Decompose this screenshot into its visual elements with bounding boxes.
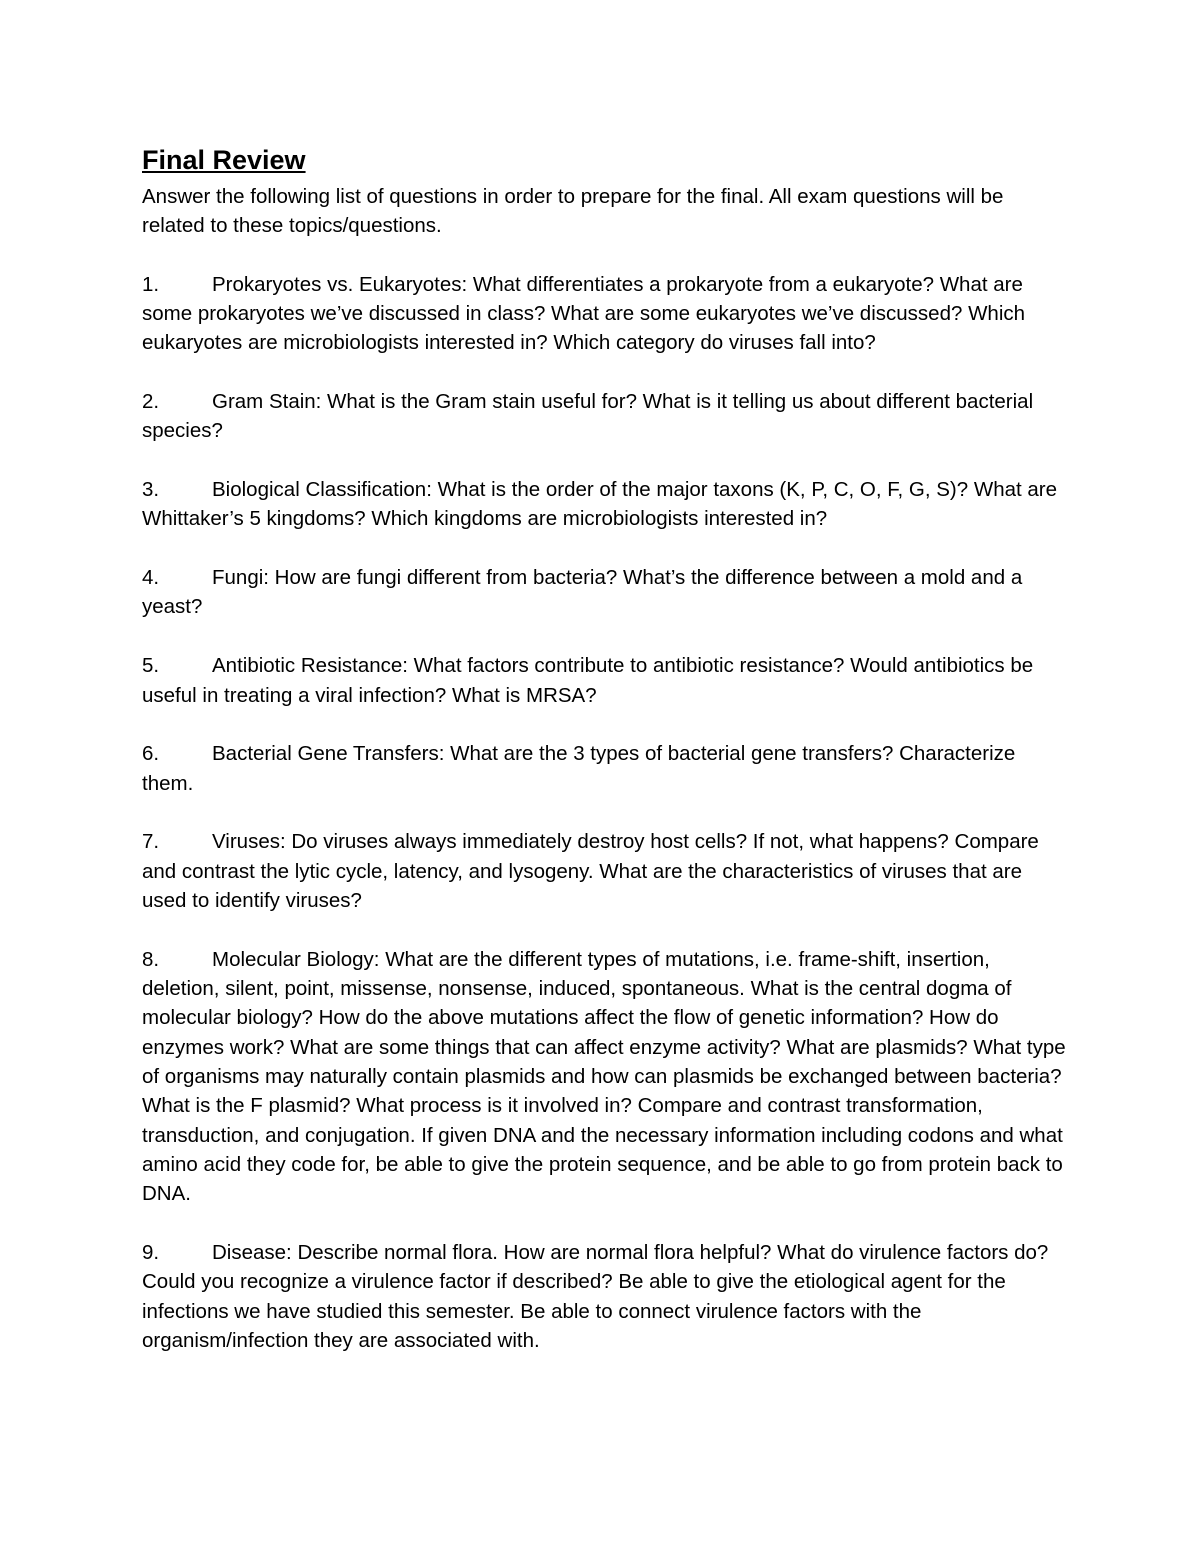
question-text: Bacterial Gene Transfers: What are the 3 types of bacterial gene transfers? Characterize them. xyxy=(142,742,1016,795)
question-item xyxy=(142,827,1067,915)
question-item xyxy=(142,270,1067,358)
intro-paragraph: Answer the following list of questions in order to prepare for the final. All exam questions will be related to these topics/questions. xyxy=(142,185,1004,238)
question-text: Antibiotic Resistance: What factors contribute to antibiotic resistance? Would antibiotics be useful in treating a viral infection? What is MRSA? xyxy=(142,654,1034,707)
question-item xyxy=(142,563,1067,622)
question-item xyxy=(142,1238,1067,1355)
question-text: Molecular Biology: What are the different types of mutations, i.e. frame-shift, insertion, deletion, silent, point, missense, nonsense, induced, spontaneous. What is the central dogma of molecular biology? How do the above mutations affect the flow of genetic information? How do enzymes work? What are some things that can affect enzyme activity? What are plasmids? What type of organisms may naturally contain plasmids and how can plasmids be exchanged between bacteria? What is the F plasmid? What process is it involved in? Compare and contrast transformation, transduction, and conjugation. If given DNA and the necessary information including codons and what amino acid they code for, be able to give the protein sequence, and be able to go from protein back to DNA. xyxy=(142,947,1066,1206)
question-text: Gram Stain: What is the Gram stain useful for? What is it telling us about different bacterial species? xyxy=(142,389,1034,443)
question-number: 7. xyxy=(142,830,160,854)
question-number: 4. xyxy=(142,566,160,590)
question-text: Prokaryotes vs. Eukaryotes: What differentiates a prokaryote from a eukaryote? What are some prokaryotes we’ve discussed in class? What are some eukaryotes we’ve discussed? Which eukaryotes are microbiologists interested in? Which category do viruses fall into? xyxy=(142,272,1026,355)
question-item xyxy=(142,739,1067,798)
question-text: Disease: Describe normal flora. How are normal flora helpful? What do virulence factors do? Could you recognize a virulence factor if described? Be able to give the etiological agent for the infections we have studied this semester. Be able to connect virulence factors with the organism/infection they are associated with. xyxy=(142,1241,1049,1352)
question-item xyxy=(142,387,1067,446)
question-item xyxy=(142,475,1067,534)
question-text: Viruses: Do viruses always immediately destroy host cells? If not, what happens? Compare and contrast the lytic cycle, latency, and lysogeny. What are the characteristics of viruses that are used to identify viruses? xyxy=(142,830,1039,913)
question-number: 3. xyxy=(142,478,160,502)
question-item xyxy=(142,651,1067,710)
question-number: 5. xyxy=(142,654,160,678)
question-text: Fungi: How are fungi different from bacteria? What’s the difference between a mold and a yeast? xyxy=(142,566,1023,619)
question-number: 2. xyxy=(142,389,160,413)
question-number: 1. xyxy=(142,272,160,296)
question-text: Biological Classification: What is the order of the major taxons (K, P, C, O, F, G, S)? What are Whittaker’s 5 kingdoms? Which kingdoms are microbiologists interested in? xyxy=(142,478,1058,531)
question-number: 9. xyxy=(142,1241,160,1265)
document-title: Final Review xyxy=(142,145,306,175)
question-number: 8. xyxy=(142,947,160,971)
question-item xyxy=(142,945,1067,1209)
question-number: 6. xyxy=(142,742,160,766)
document-page xyxy=(142,140,1067,1385)
